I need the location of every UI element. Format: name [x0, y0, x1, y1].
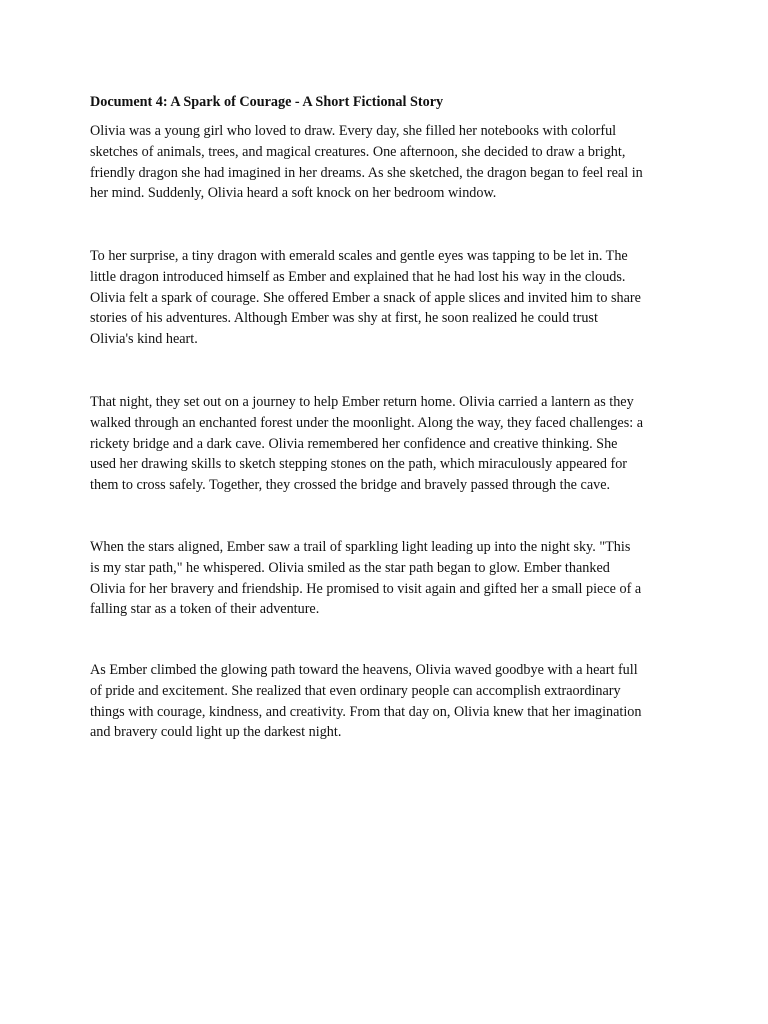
- text-line: rickety bridge and a dark cave. Olivia remembered her confidence and creative thinking. She: [90, 435, 618, 452]
- text-line: That night, they set out on a journey to help Ember return home. Olivia carried a lantern as they: [90, 394, 634, 410]
- text-line: Olivia felt a spark of courage. She offered Ember a snack of apple slices and invited him to share: [90, 289, 641, 306]
- text-line: sketches of animals, trees, and magical creatures. One afternoon, she decided to draw a bright,: [90, 143, 626, 160]
- text-line: her mind. Suddenly, Olivia heard a soft knock on her bedroom window.: [90, 185, 497, 202]
- text-line: Olivia for her bravery and friendship. He promised to visit again and gifted her a small piece of a: [90, 580, 642, 597]
- text-line: and bravery could light up the darkest night.: [90, 724, 342, 741]
- paragraph-1: [90, 121, 690, 204]
- text-line: is my star path," he whispered. Olivia smiled as the star path began to glow. Ember thanked: [90, 559, 610, 576]
- text-line: Olivia was a young girl who loved to draw. Every day, she filled her notebooks with colorful: [90, 123, 617, 139]
- paragraph-4: [90, 537, 690, 620]
- text-line: little dragon introduced himself as Ember and explained that he had lost his way in the clouds.: [90, 268, 626, 285]
- text-line: used her drawing skills to sketch stepping stones on the path, which miraculously appeared for: [90, 456, 628, 473]
- text-line: stories of his adventures. Although Ember was shy at first, he soon realized he could trust: [90, 310, 598, 327]
- text-line: As Ember climbed the glowing path toward the heavens, Olivia waved goodbye with a heart full: [90, 662, 638, 678]
- text-line: falling star as a token of their adventure.: [90, 601, 320, 618]
- text-line: Olivia's kind heart.: [90, 331, 198, 348]
- paragraph-2: [90, 246, 690, 350]
- paragraph-5: [90, 660, 690, 743]
- paragraph-3: [90, 392, 690, 496]
- text-line: them to cross safely. Together, they crossed the bridge and bravely passed through the cave.: [90, 477, 611, 494]
- text-line: things with courage, kindness, and creativity. From that day on, Olivia knew that her imagination: [90, 703, 642, 720]
- document-title: Document 4: A Spark of Courage - A Short Fictional Story: [90, 94, 444, 110]
- text-line: When the stars aligned, Ember saw a trail of sparkling light leading up into the night sky. "This: [90, 539, 631, 555]
- text-line: To her surprise, a tiny dragon with emerald scales and gentle eyes was tapping to be let in. The: [90, 248, 628, 264]
- text-line: friendly dragon she had imagined in her dreams. As she sketched, the dragon began to feel real in: [90, 164, 643, 181]
- text-line: of pride and excitement. She realized that even ordinary people can accomplish extraordinary: [90, 682, 621, 699]
- text-line: walked through an enchanted forest under the moonlight. Along the way, they faced challenges: a: [90, 414, 643, 431]
